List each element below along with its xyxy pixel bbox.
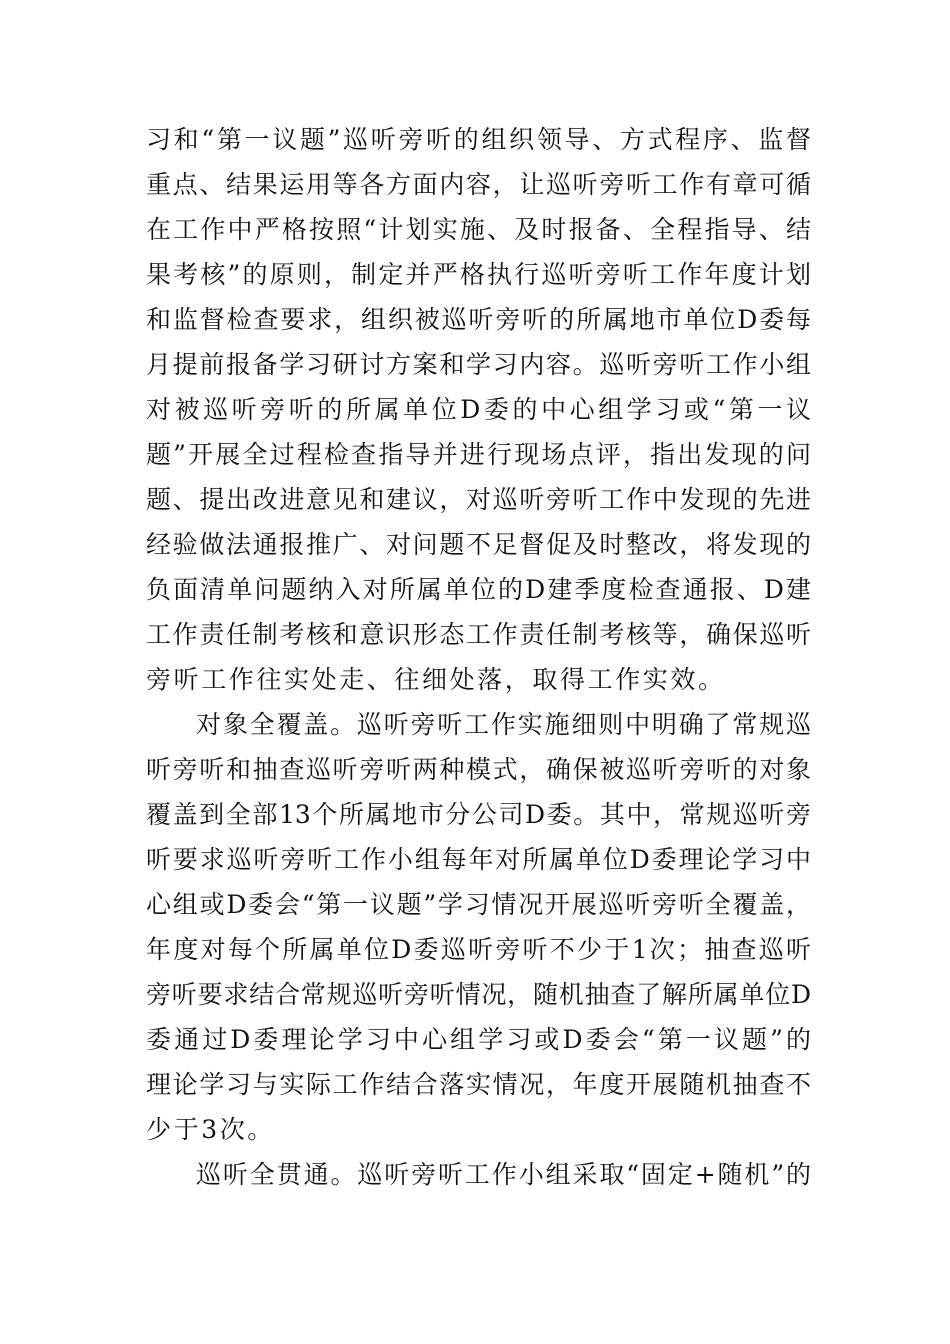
text-line: 和监督检查要求，组织被巡听旁听的所属地市单位D委每 (146, 305, 811, 334)
text-line: 委通过D委理论学习中心组学习或D委会“第一议题”的 (146, 1025, 811, 1054)
text-line: 旁听要求结合常规巡听旁听情况，随机抽查了解所属单位D (146, 980, 811, 1009)
paragraph-heading-line: 巡听全贯通。巡听旁听工作小组采取“固定+随机”的 (196, 1160, 811, 1189)
text-line: 题”开展全过程检查指导并进行现场点评，指出发现的问 (146, 440, 811, 469)
text-line: 在工作中严格按照“计划实施、及时报备、全程指导、结 (146, 215, 811, 244)
text-line: 对被巡听旁听的所属单位D委的中心组学习或“第一议 (146, 395, 811, 424)
text-line: 重点、结果运用等各方面内容，让巡听旁听工作有章可循 (146, 170, 811, 199)
text-line: 工作责任制考核和意识形态工作责任制考核等，确保巡听 (146, 620, 811, 649)
text-line: 覆盖到全部13个所属地市分公司D委。其中，常规巡听旁 (146, 800, 811, 829)
text-line: 月提前报备学习研讨方案和学习内容。巡听旁听工作小组 (146, 350, 811, 379)
text-line: 心组或D委会“第一议题”学习情况开展巡听旁听全覆盖， (146, 890, 811, 919)
text-line: 习和“第一议题”巡听旁听的组织领导、方式程序、监督 (146, 125, 811, 154)
paragraph-heading-line: 对象全覆盖。巡听旁听工作实施细则中明确了常规巡 (196, 710, 811, 739)
text-line: 旁听工作往实处走、往细处落，取得工作实效。 (146, 665, 726, 694)
text-line: 题、提出改进意见和建议，对巡听旁听工作中发现的先进 (146, 485, 811, 514)
text-line: 经验做法通报推广、对问题不足督促及时整改，将发现的 (146, 530, 811, 559)
text-line: 果考核”的原则，制定并严格执行巡听旁听工作年度计划 (146, 260, 811, 289)
text-line: 年度对每个所属单位D委巡听旁听不少于1次；抽查巡听 (146, 935, 811, 964)
text-line: 听旁听和抽查巡听旁听两种模式，确保被巡听旁听的对象 (146, 755, 811, 784)
text-line: 少于3次。 (146, 1115, 275, 1144)
text-line: 理论学习与实际工作结合落实情况，年度开展随机抽查不 (146, 1070, 811, 1099)
text-line: 负面清单问题纳入对所属单位的D建季度检查通报、D建 (146, 575, 811, 604)
text-line: 听要求巡听旁听工作小组每年对所属单位D委理论学习中 (146, 845, 811, 874)
